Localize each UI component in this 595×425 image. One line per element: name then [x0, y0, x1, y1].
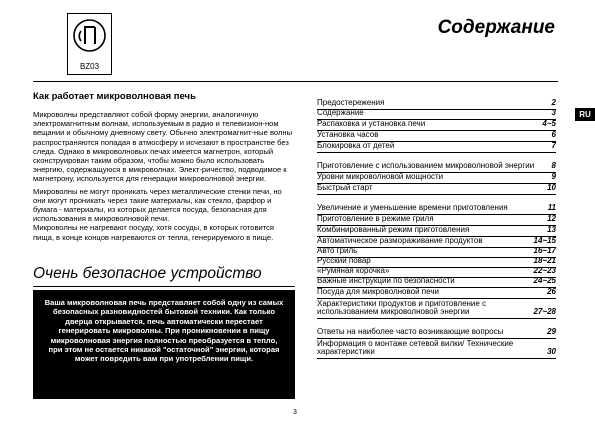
toc-entry-page: 16~17 — [533, 246, 556, 256]
toc-entry-title: Быстрый старт — [317, 183, 373, 193]
toc-entry-page: 12 — [547, 214, 556, 224]
toc-entry[interactable] — [317, 131, 556, 142]
toc-entry-page: 11 — [547, 203, 556, 213]
language-tab: RU — [575, 108, 595, 121]
how-it-works-heading: Как работает микроволновая печь — [33, 91, 196, 102]
toc-entry-title: Автоматическое размораживание продуктов — [317, 236, 483, 246]
page-title: Содержание — [437, 17, 555, 38]
toc-entry[interactable] — [317, 195, 556, 215]
page-number: 3 — [293, 409, 297, 416]
toc-entry[interactable] — [317, 173, 556, 184]
toc-entry-title: Комбинированный режим приготовления — [317, 225, 470, 235]
toc-entry[interactable] — [317, 142, 556, 153]
toc-entry-page: 8 — [551, 161, 556, 171]
toc-entry-page: 24~25 — [533, 276, 556, 286]
logo-code: BZ03 — [79, 62, 100, 71]
toc-entry-title: Распаковка и установка печи — [317, 119, 426, 129]
toc-entry-page: 22~23 — [533, 266, 556, 276]
toc-entry-page: 18~21 — [533, 256, 556, 266]
toc-entry-page: 13 — [547, 225, 556, 235]
toc-entry-page: 6 — [551, 130, 556, 140]
toc-entry[interactable] — [317, 226, 556, 237]
toc-entry[interactable] — [317, 339, 556, 359]
toc-entry-page: 30 — [547, 347, 556, 357]
toc-entry[interactable] — [317, 184, 556, 195]
toc-entry-title: Информация о монтаже сетевой вилки/ Технические характеристики — [317, 338, 514, 357]
toc-entry-page: 7 — [551, 141, 556, 151]
toc-entry-title: Блокировка от детей — [317, 141, 395, 151]
gost-mark-icon — [73, 19, 106, 52]
toc-entry-title: Ответы на наиболее часто возникающие вопросы — [317, 327, 504, 337]
toc-entry-title: Приготовление с использованием микроволновой энергии — [317, 161, 535, 171]
toc-entry-title: Уровни микроволновой мощности — [317, 172, 444, 182]
toc-entry-title: Содержание — [317, 108, 364, 118]
toc-entry[interactable] — [317, 120, 556, 131]
toc-entry-title: Характеристики продуктов и приготовление с использованием микроволновой энергии — [317, 298, 487, 317]
toc-entry-page: 4~5 — [542, 119, 556, 129]
table-of-contents — [317, 100, 556, 359]
safety-notice — [33, 290, 295, 399]
toc-entry-page: 3 — [551, 108, 556, 118]
how-it-works-text — [33, 110, 295, 242]
toc-entry[interactable] — [317, 153, 556, 173]
safety-text: Ваша микроволновая печь представляет собой одну из самых безопасных разновидностей бытовой техники. Как только дверца открывается, печь автоматически перестает генерировать микроволны. При проникновении в пищу микроволновая энергия полностью преобразуется в тепло, при этом не остается никакой "остаточной" энергии, которая может повредить вам при употреблении пищи. — [44, 298, 284, 364]
paragraph: Микроволны представляют собой форму энергии, аналогичную электромагнитным волнам, используемым в радио и телевизион-ном вещании и обычному дневному свету. Обычно электромагнит-ные волны распространяются попадая в атмосферу и исчезают в пространстве без следа. Однако в микроволновых печах имеется магнетрон, который сконструирован таким образом, чтобы можно было использовать энергию, содержащуюся в микроволнах. Элект-ричество, подводимое к магнетрону, используется для генерации микроволновой энергии. — [33, 110, 293, 184]
toc-entry-title: Приготовление в режиме гриля — [317, 214, 434, 224]
toc-entry-page: 2 — [551, 98, 556, 108]
toc-entry-title: Установка часов — [317, 130, 379, 140]
paragraph: Микроволны не могут проникать через металлические стенки печи, но они могут проникать через такие материалы, как стекло, фарфор и бумага - материалы, из которых делается посуда, безопасная для использования в микроволновой печи. — [33, 186, 282, 224]
toc-entry-title: Увеличение и уменьшение времени приготовления — [317, 203, 508, 213]
toc-entry-page: 14~15 — [533, 236, 556, 246]
header-divider — [33, 81, 558, 82]
toc-entry-page: 29 — [547, 327, 556, 337]
toc-entry-page: 27~28 — [533, 307, 556, 317]
certification-logo — [67, 13, 112, 75]
toc-entry[interactable] — [317, 319, 556, 339]
toc-entry-title: Посуда для микроволновой печи — [317, 287, 439, 297]
toc-entry-page: 9 — [551, 172, 556, 182]
paragraph: Микроволны не нагревают посуду, хотя сосуды, в которых готовится пища, в конце концов нагреваются от тепла, генерируемого в пище. — [33, 223, 275, 242]
toc-entry[interactable] — [317, 215, 556, 226]
safety-divider — [33, 286, 295, 287]
toc-entry-title: Важные инструкции по безопасности — [317, 276, 455, 286]
safety-heading: Очень безопасное устройство — [33, 265, 262, 282]
toc-entry-title: Русский повар — [317, 256, 371, 266]
toc-entry-page: 26 — [547, 287, 556, 297]
toc-entry[interactable] — [317, 299, 556, 319]
toc-entry-title: Предостережения — [317, 98, 385, 108]
toc-entry[interactable] — [317, 288, 556, 299]
toc-entry-page: 10 — [547, 183, 556, 193]
toc-entry-title: Авто гриль — [317, 246, 358, 256]
toc-entry-title: «Румяная корочка» — [317, 266, 390, 276]
